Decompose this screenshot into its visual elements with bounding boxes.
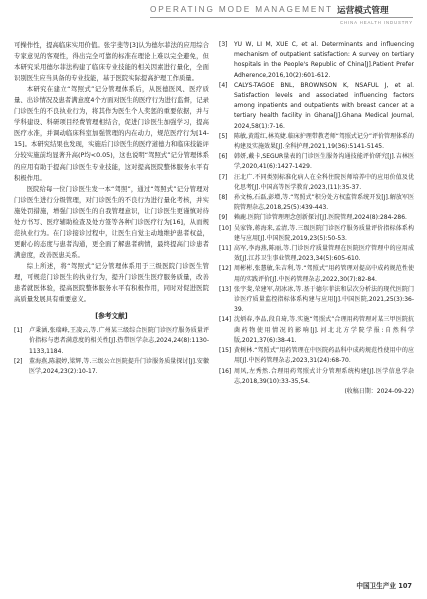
- reference-number: [15]: [219, 347, 232, 355]
- reference-item: [219, 285, 414, 316]
- references-heading: [参考文献]: [95, 312, 128, 321]
- reference-text: 韩妍,戴卡,SEGUR量表的门诊医生服务沟通技能评价研究[J].吉林医学,2020,41(6):1427-1429.: [234, 153, 414, 171]
- reference-text: 吴家锋,蒋海来,孟清,等.三级医院门诊医疗服务质量评价指标体系构建与应用[J].中国医院,2019,23(5):50-53.: [234, 224, 414, 242]
- reference-number: [5]: [219, 132, 228, 140]
- reference-number: [12]: [219, 265, 232, 273]
- reference-number: [8]: [219, 194, 228, 202]
- header-chinese-title: 运营模式管理: [337, 6, 389, 16]
- reference-number: [9]: [219, 214, 228, 222]
- reference-number: [10]: [219, 224, 232, 232]
- reference-number: [6]: [219, 153, 228, 161]
- reference-number: [4]: [219, 81, 228, 89]
- reference-item: [14, 326, 209, 357]
- reference-text: 沈炳春,李品,段自琦,等.实施“驾照式”合理用药管理对某三甲医院抗菌药物使用情况的影响[J].河北北方学院学报:自然科学版,2021,37(6):38-41.: [234, 316, 414, 344]
- reference-item: [219, 81, 414, 132]
- reference-text: 高军,李海燕,陈丽,等.门诊医疗质量管理在医院医疗管理中的应用成效[J].江苏卫生事业管理,2023,34(5):605-610.: [234, 245, 414, 263]
- page-header: [0, 0, 427, 30]
- page-footer: 中国卫生产业 107: [356, 582, 412, 590]
- body-paragraph-3: 医院给每一位门诊医生发一本“驾照”，通过“驾照式”记分管理对门诊医生进行分级管理，对门诊医生的不良行为进行量化考核，并实施处罚措施，增强门诊医生的自我管理意识，让门诊医生更谨慎对待处方书写、医疗辅助检查及处方签等各种门诊医疗行为[16]，从而规范执业行为。在门诊接诊过程中，让医生自觉主动地维护患者权益，更耐心的态度与患者沟通，更全面了解患者病情，最终提高门诊患者满意度，改善医患关系。: [14, 185, 209, 259]
- header-journal-name: CHINA HEALTH INDUSTRY: [340, 20, 413, 25]
- reference-text: 黄树林.“驾照式”用药管理在中医院药品科中成药规范性使用中的应用[J].中医药管理杂志,2023,31(24):68-70.: [234, 347, 414, 365]
- reference-text: 陈敏,黄霞红,林英婕.临床护理带教老师“驾照式记分”评价管理体系的构建及实施效果[J].全科护理,2021,19(36):5141-5145.: [234, 132, 414, 151]
- reference-text: CALYS-TAGOE BNL, BROWNSON K, NSAFUL J, et al. Satisfaction levels and associated influencing factors among inpatients and outpatients with breast cancer at a tertiary health facility in Ghana[J].Ghana Medical Journal, 2024,58(1):7-16.: [234, 81, 414, 130]
- reference-number: [16]: [219, 367, 232, 375]
- reference-text: 张宇斐,荣建军,胡冰冰,等.基于德尔菲法和层次分析法的现代医院门诊医疗质量监控指标体系构建与应用[J].中国医院,2021,25(3):36-39.: [234, 285, 414, 314]
- reference-item: [14, 357, 209, 377]
- reference-item: [219, 152, 414, 172]
- reference-number: [14]: [219, 316, 232, 324]
- reference-item: [219, 346, 414, 366]
- reference-number: [7]: [219, 173, 228, 181]
- reference-text: 周彬彬,张慧敏,朱吉利,等.“驾照式”用药管理对提高中成药规范性使用的实践评价[J].中医药管理杂志,2022,30(7):82-84.: [234, 265, 414, 283]
- right-column: [219, 40, 414, 397]
- reference-text: 董海燕,陈淑婷,梁辉,等.三级公立医院提升门诊服务质量探讨[J].安徽医学,2024,23(2):10-17.: [29, 357, 209, 375]
- received-date: (收稿日期：2024-09-22): [344, 387, 414, 395]
- reference-number: [11]: [219, 245, 232, 253]
- header-english-title: OPERATING MODE MANAGEMENT: [150, 5, 333, 14]
- reference-item: [219, 315, 414, 346]
- reference-text: 卢秉涵,张瑞峰,王凌云,等.广州某三级综合医院门诊医疗服务质量评价指标与患者满意度的相关性[J].热带医学杂志,2024,24(8):1130-1133,1184.: [29, 327, 209, 355]
- body-paragraph-2: 本研究在建立“驾照式”记分管理体系后，从医德医风、医疗质量、出诊情况及患者满意度4个方面对医生的医疗行为进行监督，记录门诊医生的不良执业行为，将其作为医生个人奖惩的重要依据，并与学科建设、科研项目经费管理相结合，促进门诊医生加强学习，提高医疗水准，并调动临床科室加强管理的内在动力，规范医疗行为[14-15]。本研究结果也发现，实施后门诊医生的医疗道德力和临床技能评分较实施前均显著升高(P均<0.05)，这也说明“驾照式”记分管理体系的应用有助于提高门诊医生专业技能，这对提高医院整体服务水平有积极作用。: [14, 86, 209, 182]
- reference-number: [13]: [219, 285, 232, 293]
- reference-text: 周风,左秀然.合理用药驾照式计分管理系统构建[J].医学信息学杂志,2018,39(10):33-35,54.: [234, 367, 414, 385]
- left-column: [14, 40, 209, 377]
- reference-number: [1]: [14, 327, 23, 335]
- body-paragraph-4: 综上所述，将“驾照式”记分管理体系用于三级医院门诊医生管理，可规范门诊医生的执业行为，提升门诊医生医疗服务质量，改善患者就医体验，提高医院整体服务水平有积极作用，同时对促进医院高质量发展具有重要意义。: [14, 262, 209, 304]
- reference-item: [219, 264, 414, 284]
- reference-item: [219, 193, 414, 213]
- reference-item: [219, 213, 414, 223]
- reference-text: YU W, LI M, XUE C, et al. Determinants and influencing mechanism of outpatient satisfaction: A survey on tertiary hospitals in the People's Republic of China[J].Patient Prefer Adherence,2016,10(2):601-612.: [234, 41, 414, 79]
- header-divider: [150, 17, 413, 18]
- reference-number: [3]: [219, 41, 228, 48]
- reference-item: [219, 40, 414, 81]
- reference-item: [219, 244, 414, 264]
- reference-item: [219, 173, 414, 193]
- reference-item: [219, 224, 414, 244]
- reference-text: 汪北广.不同类别标准化病人在全科住院医师培养中的应用价值及优化思考[J].中国高等医学教育,2023,(11):35-37.: [234, 173, 414, 191]
- body-paragraph-1: 可操作性，提高临床实用价值。张宇斐等[3]认为德尔菲法的应用综合专家意见的客观性，得出完全可靠的标准在理论上难以完全避免，但本研究采用德尔菲法构建了临床专业技能的相关因素进行量化，全面识别医生应当具备的专业技能，基于医院实际提高护理工作质量。: [14, 42, 209, 83]
- reference-text: 孙文杨,石磊,彭增,等.“驾照式”积分处方权监管系统开发[J].解放军医院管理杂志,2018,25(5):439-443.: [234, 194, 414, 212]
- reference-number: [2]: [14, 357, 23, 365]
- reference-item: [219, 367, 414, 387]
- reference-text: 赖鹿.医院门诊管理理念创新探讨[J].医院管理,2024(8):284-286.: [234, 214, 407, 222]
- reference-item: [219, 132, 414, 152]
